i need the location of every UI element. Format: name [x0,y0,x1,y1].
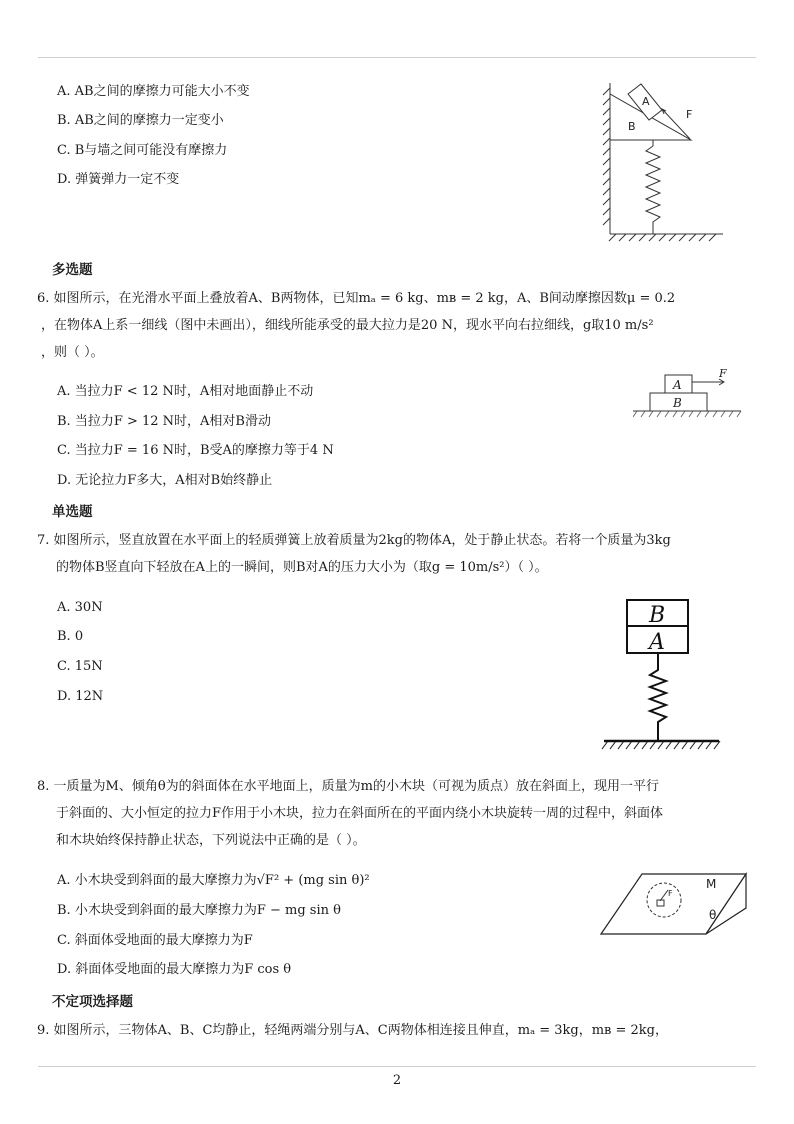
bottom-rule [38,1066,756,1067]
q8-option-b: B. 小木块受到斜面的最大摩擦力为F − mg sin θ [57,903,341,918]
q7-label-a: A [649,630,665,655]
section-multi-choice: 多选题 [52,262,93,278]
q5-label-f: F [686,108,693,121]
q7-line-1: 7. 如图所示，竖直放置在水平面上的轻质弹簧上放着质量为2kg的物体A，处于静止状态。若将一个质量为3kg [37,533,671,548]
q6-label-f: F [719,367,727,380]
q8-label-m: M [706,877,717,891]
q6-option-b: B. 当拉力F > 12 N时，A相对B滑动 [57,414,271,429]
page-number: 2 [392,1073,402,1088]
q5-option-a: A. AB之间的摩擦力可能大小不变 [57,84,250,99]
q8-option-a: A. 小木块受到斜面的最大摩擦力为√F² + (mg sin θ)² [57,873,370,888]
q5-option-c: C. B与墙之间可能没有摩擦力 [57,143,228,158]
wall-hatch [603,88,610,225]
q5-figure [598,78,733,243]
q7-option-d: D. 12N [57,689,104,704]
spring [650,653,666,740]
q9-line-1: 9. 如图所示，三物体A、B、C均静止，轻绳两端分别与A、C两物体相连接且伸直，mₐ = 3kg，mʙ = 2kg， [37,1023,669,1038]
q8-line-1: 8. 一质量为M、倾角θ为的斜面体在水平地面上，质量为m的小木块（可视为质点）放在斜面上，现用一平行 [37,779,660,794]
q8-line-3: 和木块始终保持静止状态，下列说法中正确的是（ ）。 [56,833,366,848]
q5-option-b: B. AB之间的摩擦力一定变小 [57,113,224,128]
q5-label-a: A [642,95,650,108]
q8-label-theta: θ [709,908,717,922]
q8-line-2: 于斜面的、大小恒定的拉力F作用于小木块，拉力在斜面所在的平面内绕小木块旋转一周的过程中，斜面体 [56,806,664,821]
q7-label-b: B [649,603,666,628]
section-indefinite-choice: 不定项选择题 [52,994,133,1010]
q6-line-3: ，则（ ）。 [41,345,104,360]
q7-figure [598,596,723,756]
q6-option-d: D. 无论拉力F多大，A相对B始终静止 [57,473,273,488]
q8-option-d: D. 斜面体受地面的最大摩擦力为F cos θ [57,962,292,977]
q6-figure [633,366,743,424]
incline-top [601,874,746,934]
q8-figure [598,866,753,941]
q8-option-c: C. 斜面体受地面的最大摩擦力为F [57,933,253,948]
q8-label-f: F [668,889,673,898]
q6-option-c: C. 当拉力F = 16 N时，B受A的摩擦力等于4 N [57,443,334,458]
section-single-choice: 单选题 [52,504,93,520]
spring [646,146,660,234]
q6-label-a: A [673,378,682,392]
q7-option-a: A. 30N [57,600,103,615]
q6-label-b: B [673,396,682,410]
q6-line-2: ，在物体A上系一细线（图中未画出），细线所能承受的最大拉力是20 N，现水平向右拉细线，g取10 m/s² [41,318,654,333]
q6-option-a: A. 当拉力F < 12 N时，A相对地面静止不动 [57,384,314,399]
q5-label-b: B [628,120,636,133]
q5-option-d: D. 弹簧弹力一定不变 [57,172,180,187]
q6-line-1: 6. 如图所示，在光滑水平面上叠放着A、B两物体，已知mₐ = 6 kg、mʙ = 2 kg，A、B间动摩擦因数μ = 0.2 [37,291,676,306]
floor-hatch [609,234,716,241]
top-rule [38,57,756,58]
q7-option-b: B. 0 [57,629,84,644]
q7-option-c: C. 15N [57,659,103,674]
q7-line-2: 的物体B竖直向下轻放在A上的一瞬间，则B对A的压力大小为（取g = 10m/s²）（ ）。 [56,560,548,575]
